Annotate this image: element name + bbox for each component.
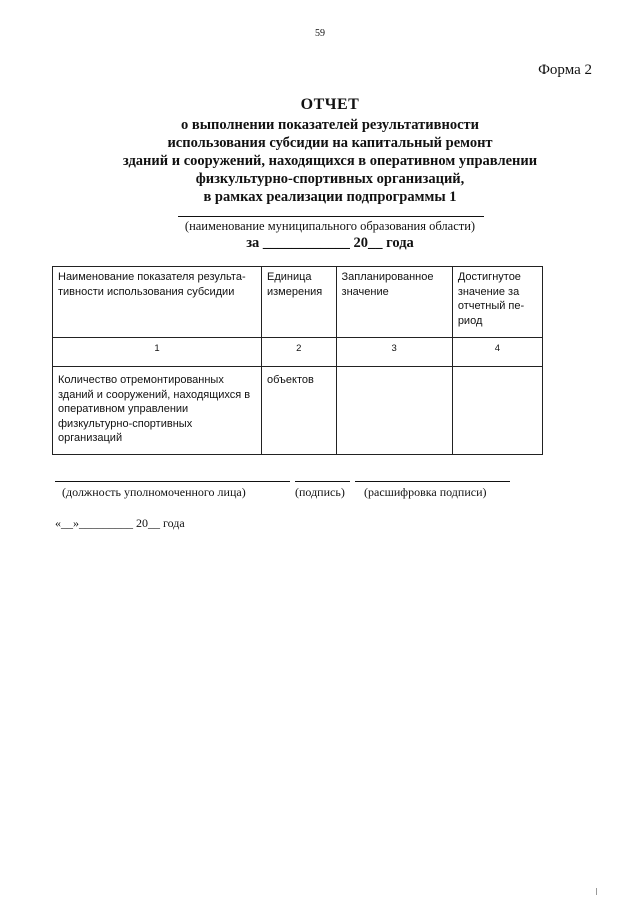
header-row	[53, 267, 543, 338]
planned-cell	[336, 367, 452, 455]
title-line-2: использования субсидии на капитальный ремонт	[167, 135, 493, 151]
column-number: 3	[336, 338, 452, 367]
municipality-caption: (наименование муниципального образования области)	[184, 219, 476, 233]
column-number-row	[53, 338, 543, 367]
header-planned: Запланированное значение	[336, 267, 452, 338]
municipality-fill-line	[178, 216, 484, 217]
report-table	[52, 266, 543, 455]
table-row	[53, 367, 543, 455]
signature-lines	[55, 481, 515, 482]
column-number: 2	[261, 338, 336, 367]
period-line: за ____________ 20__ года	[246, 235, 414, 251]
title-line-4: физкультурно-спортивных организаций,	[195, 171, 465, 187]
position-caption: (должность уполномоченного лица)	[62, 485, 246, 499]
indicator-cell: Количество отремонтированных зданий и сооружений, находящихся в оперативном управлении физкультурно-спортивных организаций	[53, 367, 262, 455]
title-line-3: зданий и сооружений, находящихся в оперативном управлении	[122, 153, 538, 169]
decoding-caption: (расшифровка подписи)	[364, 485, 487, 499]
signature-caption: (подпись)	[295, 485, 345, 499]
column-number: 1	[53, 338, 262, 367]
header-unit: Единица измерения	[261, 267, 336, 338]
unit-cell: объектов	[261, 367, 336, 455]
title-main: ОТЧЕТ	[300, 96, 360, 113]
report-title	[60, 96, 600, 206]
signature-fill-line	[295, 481, 350, 482]
column-number: 4	[452, 338, 542, 367]
page-number: 59	[315, 28, 325, 39]
position-fill-line	[55, 481, 290, 482]
title-line-1: о выполнении показателей результативности	[180, 117, 479, 133]
achieved-cell	[452, 367, 542, 455]
decoding-fill-line	[355, 481, 510, 482]
title-line-5: в рамках реализации подпрограммы 1	[203, 189, 457, 205]
header-achieved: Достигнутое значение за отчетный пе-риод	[452, 267, 542, 338]
header-indicator: Наименование показателя результа-тивности использования субсидии	[53, 267, 262, 338]
date-line: «__»_________ 20__ года	[55, 516, 185, 530]
scan-mark	[596, 888, 597, 895]
form-label: Форма 2	[538, 62, 592, 78]
